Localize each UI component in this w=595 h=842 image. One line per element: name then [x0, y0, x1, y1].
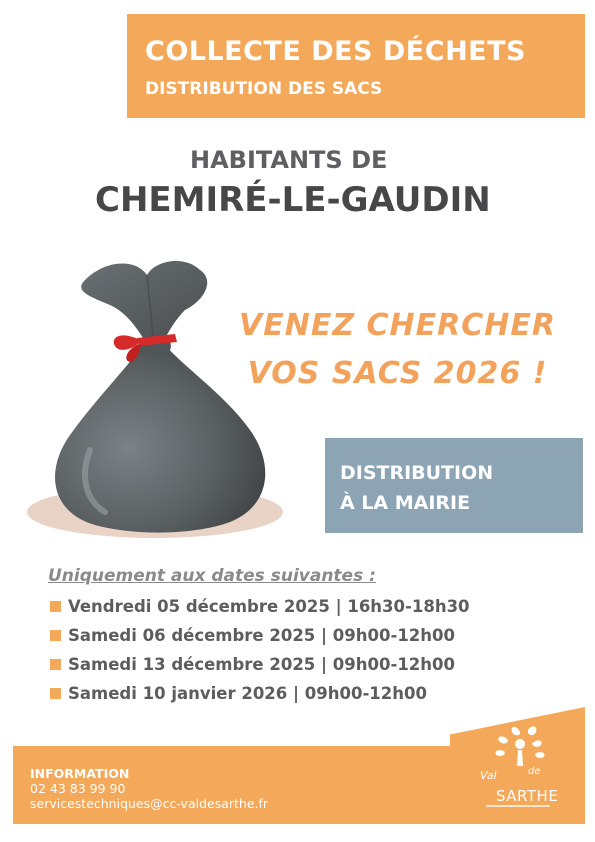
date-item	[50, 679, 470, 708]
bullet-square-icon	[50, 659, 61, 670]
bullet-square-icon	[50, 601, 61, 612]
logo-val-text: Val	[480, 769, 497, 782]
date-item	[50, 621, 470, 650]
distribution-line-1: DISTRIBUTION	[340, 462, 494, 484]
bullet-square-icon	[50, 630, 61, 641]
footer-info	[30, 766, 268, 811]
logo-tagline-rule	[486, 805, 550, 807]
header-subtitle: DISTRIBUTION DES SACS	[145, 79, 383, 99]
logo-de-text: de	[528, 766, 541, 777]
phone-number: 02 43 83 99 90	[30, 781, 126, 796]
header-title: COLLECTE DES DÉCHETS	[145, 36, 526, 67]
date-text: Samedi 10 janvier 2026 | 09h00-12h00	[68, 684, 427, 703]
town-name: CHEMIRÉ-LE-GAUDIN	[95, 180, 491, 220]
date-text: Vendredi 05 décembre 2025 | 16h30-18h30	[68, 597, 470, 616]
dates-heading: Uniquement aux dates suivantes :	[48, 566, 376, 586]
date-list	[50, 592, 470, 708]
distribution-text	[340, 458, 493, 518]
garbage-bag-illustration	[25, 250, 285, 550]
audience-label: HABITANTS DE	[190, 146, 388, 174]
info-label: INFORMATION	[30, 766, 130, 781]
logo-sarthe-text: SARTHE	[496, 787, 559, 805]
slogan-line-1: VENEZ CHERCHER	[239, 308, 556, 343]
slogan-line-2: VOS SACS 2026 !	[247, 356, 548, 391]
date-text: Samedi 06 décembre 2025 | 09h00-12h00	[68, 626, 455, 645]
bag-top	[81, 261, 207, 338]
distribution-line-2: À LA MAIRIE	[340, 492, 471, 514]
date-item	[50, 592, 470, 621]
date-text: Samedi 13 décembre 2025 | 09h00-12h00	[68, 655, 455, 674]
email-address: servicestechniques@cc-valdesarthe.fr	[30, 796, 269, 811]
date-item	[50, 650, 470, 679]
bullet-square-icon	[50, 688, 61, 699]
slogan	[210, 302, 585, 398]
